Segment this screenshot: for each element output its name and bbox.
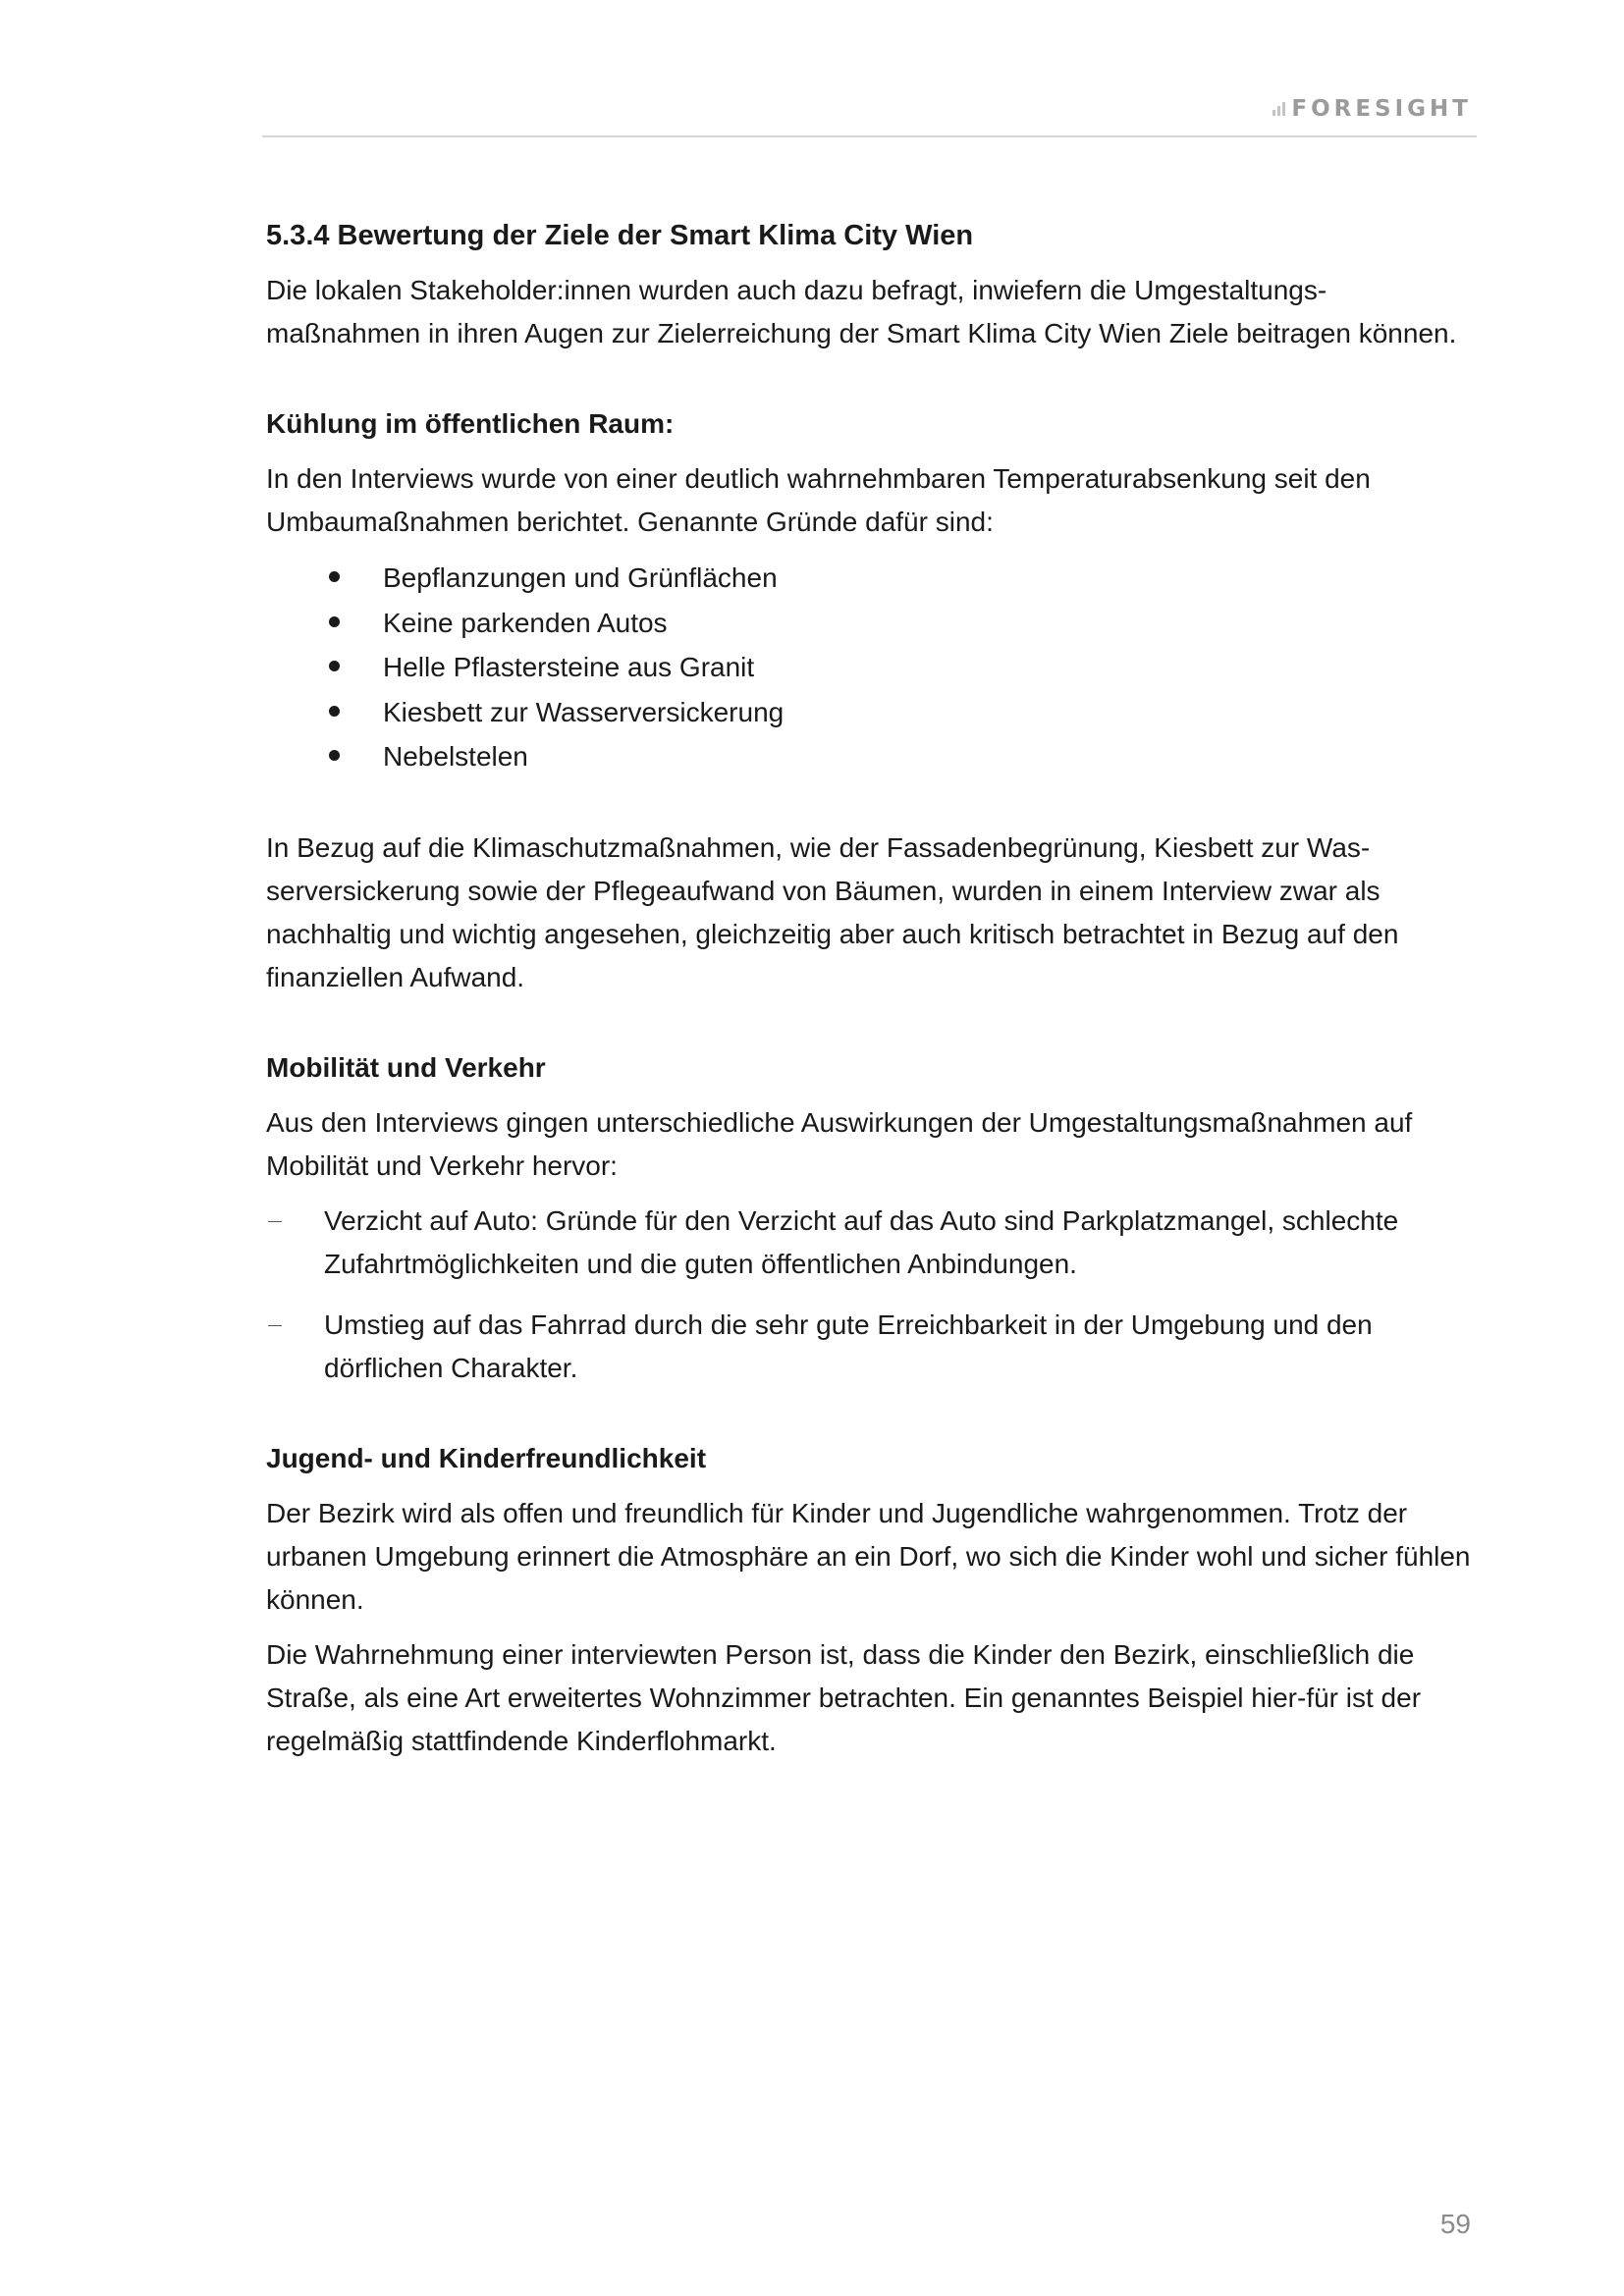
bullet-icon bbox=[329, 616, 340, 627]
mobility-effects-list bbox=[266, 1200, 1474, 1390]
logo-bars-icon bbox=[1272, 102, 1287, 116]
cooling-reasons-list bbox=[266, 556, 1474, 779]
cooling-heading: Kühlung im öffentlichen Raum: bbox=[266, 408, 675, 439]
youth-paragraph-2: Die Wahrnehmung einer interviewten Person ist, dass die Kinder den Bezirk, einschließlich die Straße, als eine Art erweitertes Wohnzimmer betrachten. Ein genanntes Beispiel hier-für ist der regelmäßig stattfindende Kinderflohmarkt. bbox=[266, 1638, 1422, 1756]
list-item: Keine parkenden Autos bbox=[266, 601, 1474, 646]
cooling-paragraph: In Bezug auf die Klimaschutzmaßnahmen, wie der Fassadenbegrünung, Kiesbett zur Was-serversickerung sowie der Pflegeaufwand von Bäumen, wurden in einem Interview zwar als nachhaltig und wichtig angesehen, gleichzeitig aber auch kritisch betrachtet in Bezug auf den finanziellen Aufwand. bbox=[266, 831, 1399, 992]
bullet-icon bbox=[329, 706, 340, 717]
youth-heading: Jugend- und Kinderfreundlichkeit bbox=[266, 1442, 707, 1473]
logo-text: FORESIGHT bbox=[1291, 96, 1472, 122]
bullet-icon bbox=[329, 571, 340, 582]
mobility-intro: Aus den Interviews gingen unterschiedliche Auswirkungen der Umgestaltungsmaßnahmen auf Mobilität und Verkehr hervor: bbox=[266, 1106, 1413, 1181]
list-item: Verzicht auf Auto: Gründe für den Verzicht auf das Auto sind Parkplatzmangel, schlechte Zufahrtmöglichkeiten und die guten öffentlichen Anbindungen. bbox=[266, 1200, 1474, 1286]
list-item: Helle Pflastersteine aus Granit bbox=[266, 645, 1474, 690]
bullet-icon bbox=[329, 661, 340, 671]
mobility-heading: Mobilität und Verkehr bbox=[266, 1051, 546, 1083]
page-number: 59 bbox=[1439, 2209, 1471, 2239]
section-heading: 5.3.4 Bewertung der Ziele der Smart Klima City Wien bbox=[266, 220, 974, 251]
section-intro: Die lokalen Stakeholder:innen wurden auch dazu befragt, inwiefern die Umgestaltungs-maßnahmen in ihren Augen zur Zielerreichung der Smart Klima City Wien Ziele beitragen können. bbox=[266, 275, 1457, 348]
cooling-intro: In den Interviews wurde von einer deutlich wahrnehmbaren Temperaturabsenkung seit den Umbaumaßnahmen berichtet. Genannte Gründe dafür sind: bbox=[266, 463, 1371, 537]
foresight-logo bbox=[1272, 96, 1472, 122]
list-item: Nebelstelen bbox=[266, 734, 1474, 779]
dash-icon bbox=[268, 1221, 282, 1222]
youth-paragraph-1: Der Bezirk wird als offen und freundlich für Kinder und Jugendliche wahrgenommen. Trotz der urbanen Umgebung erinnert die Atmosphäre an ein Dorf, wo sich die Kinder wohl und sicher fühlen können. bbox=[266, 1497, 1471, 1615]
list-item: Umstieg auf das Fahrrad durch die sehr gute Erreichbarkeit in der Umgebung und den dörflichen Charakter. bbox=[266, 1304, 1474, 1390]
header-divider bbox=[262, 135, 1477, 137]
bullet-icon bbox=[329, 750, 340, 761]
page-content bbox=[266, 214, 1474, 1763]
list-item: Kiesbett zur Wasserversickerung bbox=[266, 690, 1474, 735]
list-item: Bepflanzungen und Grünflächen bbox=[266, 556, 1474, 601]
dash-icon bbox=[268, 1325, 282, 1326]
